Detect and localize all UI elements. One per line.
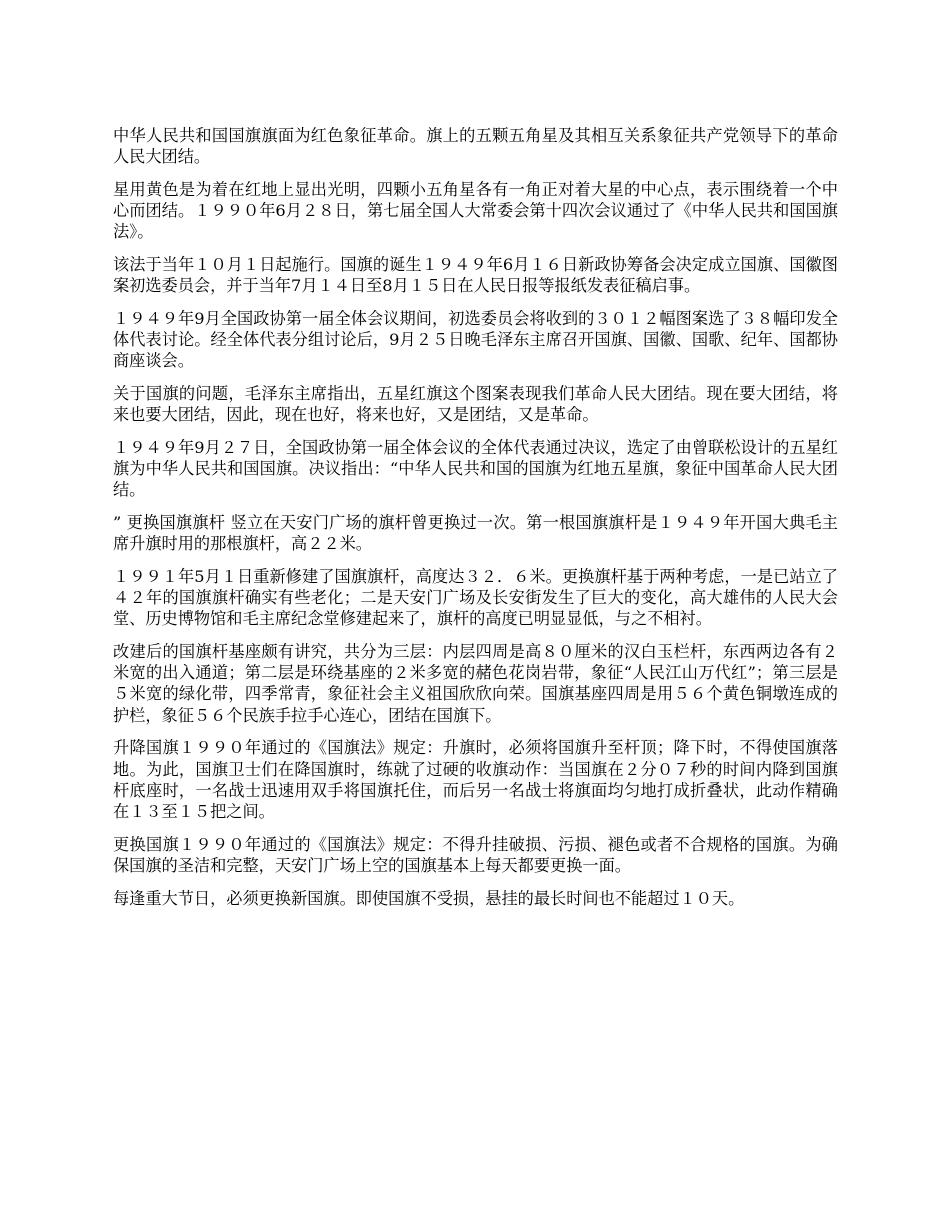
paragraph: １９４９年9月２７日，全国政协第一届全体会议的全体代表通过决议，选定了由曾联松设计的五星红旗为中华人民共和国国旗。决议指出：“中华人民共和国的国旗为红地五星旗，象征中国革命人民大团结。 [113, 437, 838, 500]
paragraph: 升降国旗１９９０年通过的《国旗法》规定：升旗时，必须将国旗升至杆顶；降下时，不得使国旗落地。为此，国旗卫士们在降国旗时，练就了过硬的收旗动作：当国旗在２分０７秒的时间内降到国旗杆底座时，一名战士迅速用双手将国旗托住，而后另一名战士将旗面均匀地打成折叠状，此动作精确在１３至１５把之间。 [113, 738, 838, 821]
paragraph: ” 更换国旗旗杆 竖立在天安门广场的旗杆曾更换过一次。第一根国旗旗杆是１９４９年开国大典毛主席升旗时用的那根旗杆，高２２米。 [113, 513, 838, 554]
paragraph: １９９１年5月１日重新修建了国旗旗杆，高度达３２．６米。更换旗杆基于两种考虑，一是已站立了４２年的国旗旗杆确实有些老化；二是天安门广场及长安街发生了巨大的变化，高大雄伟的人民大会堂、历史博物馆和毛主席纪念堂修建起来了，旗杆的高度已明显显低，与之不相衬。 [113, 566, 838, 629]
paragraph: 改建后的国旗杆基座颇有讲究，共分为三层：内层四周是高８０厘米的汉白玉栏杆，东西两边各有２米宽的出入通道；第二层是环绕基座的２米多宽的赭色花岗岩带，象征“人民江山万代红”；第三层是５米宽的绿化带，四季常青，象征社会主义祖国欣欣向荣。国旗基座四周是用５６个黄色铜墩连成的护栏，象征５６个民族手拉手心连心，团结在国旗下。 [113, 642, 838, 725]
paragraph: 每逢重大节日，必须更换新国旗。即使国旗不受损，悬挂的最长时间也不能超过１０天。 [113, 888, 745, 908]
paragraph: 关于国旗的问题，毛泽东主席指出，五星红旗这个图案表现我们革命人民大团结。现在要大团结，将来也要大团结，因此，现在也好，将来也好，又是团结，又是革命。 [113, 384, 838, 425]
paragraph: 更换国旗１９９０年通过的《国旗法》规定：不得升挂破损、污损、褪色或者不合规格的国旗。为确保国旗的圣洁和完整，天安门广场上空的国旗基本上每天都要更换一面。 [113, 834, 838, 875]
paragraph: 该法于当年１０月１日起施行。国旗的诞生１９４９年6月１６日新政协筹备会决定成立国旗、国徽图案初选委员会，并于当年7月１４日至8月１５日在人民日报等报纸发表征稿启事。 [113, 255, 838, 296]
paragraph: 中华人民共和国国旗旗面为红色象征革命。旗上的五颗五角星及其相互关系象征共产党领导下的革命人民大团结。 [113, 126, 838, 167]
paragraph: 星用黄色是为着在红地上显出光明，四颗小五角星各有一角正对着大星的中心点，表示围绕着一个中心而团结。１９９０年6月２８日，第七届全国人大常委会第十四次会议通过了《中华人民共和国国旗法》。 [113, 179, 838, 242]
document-body [113, 125, 838, 920]
paragraph: １９４９年9月全国政协第一届全体会议期间，初选委员会将收到的３０１２幅图案选了３８幅印发全体代表讨论。经全体代表分组讨论后，9月２５日晚毛泽东主席召开国旗、国徽、国歌、纪年、国都协商座谈会。 [113, 308, 838, 371]
